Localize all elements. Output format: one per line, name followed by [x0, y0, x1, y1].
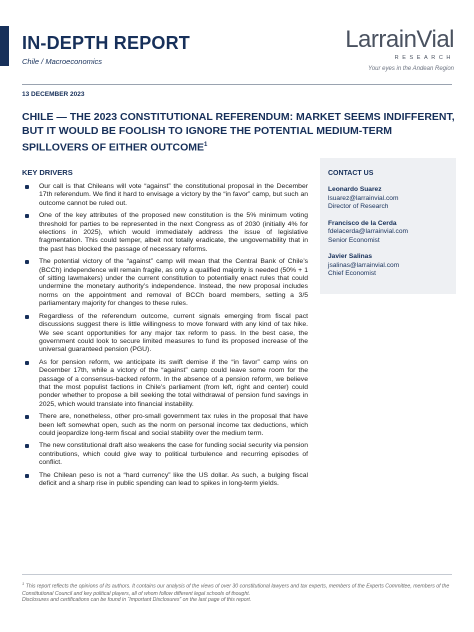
disclosures-note: Disclosures and certifications can be found in “Important Disclosures” on the last page of this report.: [22, 597, 252, 603]
footnote-mark: 1: [22, 581, 25, 586]
contact-email-link[interactable]: jsalinas@larrainvial.com: [328, 261, 400, 269]
key-driver-item: [22, 413, 308, 438]
report-header: [0, 0, 474, 84]
headline-text: CHILE — THE 2023 CONSTITUTIONAL REFERENDUM: MARKET SEEMS INDIFFERENT, BUT IT WOULD BE FOOLISH TO IGNORE THE POTENTIAL MEDIUM-TERM SPILLOVERS OF EITHER OUTCOME: [22, 111, 455, 154]
square-bullet-icon: [25, 214, 29, 218]
footnote-divider: [22, 574, 452, 575]
report-headline: [22, 110, 456, 155]
logo-name: LarrainVial: [345, 26, 454, 53]
key-drivers-list: [22, 183, 308, 492]
key-driver-item: [22, 359, 308, 409]
contact-name: Leonardo Suarez: [328, 186, 382, 193]
key-driver-text: The new constitutional draft also weakens the case for funding social security via pension contributions, which could give way to political turbulence and recurring episodes of conflict.: [39, 442, 308, 467]
key-driver-text: Regardless of the referendum outcome, current signals emerging from fiscal pact discussions suggest there is little willingness to move forward with any kind of tax hike. We see scant opportunities for any major tax reform to pass. In the best case, the government could look to secure limited measures to fund its proposed increase of the universal guaranteed pension (PGU).: [39, 312, 308, 354]
key-driver-item: [22, 313, 308, 355]
logo-research-label: RESEARCH: [394, 55, 454, 61]
contact-role: Chief Economist: [328, 270, 377, 277]
square-bullet-icon: [25, 260, 29, 264]
square-bullet-icon: [25, 185, 29, 189]
key-driver-item: [22, 442, 308, 467]
key-driver-item: [22, 258, 308, 308]
key-driver-item: [22, 183, 308, 208]
report-subtitle: Chile / Macroeconomics: [22, 57, 103, 66]
contact-entry: [328, 186, 452, 212]
footnote-text: This report reflects the opinions of its authors. It contains our analysis of the views of over 30 constitutional lawyers and tax experts, members of the Experts Committee, members of the Constitutional Council and key political players, all of whom follow different legal schools of thought.: [22, 583, 450, 597]
square-bullet-icon: [25, 444, 29, 448]
contact-email-link[interactable]: fdelacerda@larrainvial.com: [328, 228, 408, 235]
contact-email-link[interactable]: lsuarez@larrainvial.com: [328, 194, 399, 202]
key-driver-text: One of the key attributes of the proposed new constitution is the 5% minimum voting threshold for parties to be represented in the next Congress as of 2030 (initially 4% for elections in 2025), which would immediately address the issue of legislative fragmentation. This could temper, albeit not totally eradicate, the ungovernability that in the past has blocked the passage of necessary reforms.: [39, 212, 308, 253]
logo-tagline: Your eyes in the Andean Region: [368, 66, 454, 72]
contact-list: [328, 186, 452, 287]
footnote: [22, 580, 452, 598]
header-accent-bar: [0, 26, 9, 66]
contact-entry: [328, 220, 452, 246]
contact-entry: [328, 253, 452, 279]
contact-role: Senior Economist: [328, 236, 380, 244]
report-title: IN-DEPTH REPORT: [22, 33, 191, 53]
date-divider: [22, 84, 452, 85]
contact-title: CONTACT US: [328, 170, 374, 177]
key-driver-text: As for pension reform, we anticipate its swift demise if the “in favor” camp wins on December 17th, while a victory of the “against” camp could leave some room for the passage of a consensus-backed reform. In the absence of a pension reform, we believe that the most populist factions in Chile’s parliament (from left, right and center) could ponder whether to propose a bill seeking the total withdrawal of pension fund savings in 2025, which would translate into financial instability.: [39, 358, 308, 408]
key-driver-text: Our call is that Chileans will vote “against” the constitutional proposal in the December 17th referendum. We find it hard to envisage a victory by the “in favor” camp, but such an outcome cannot be ruled out.: [39, 183, 308, 207]
contact-name: Francisco de la Cerda: [328, 219, 397, 227]
report-date: 13 DECEMBER 2023: [22, 91, 85, 98]
key-driver-item: [22, 472, 308, 489]
square-bullet-icon: [25, 415, 29, 419]
key-driver-text: There are, nonetheless, other pro-small government tax rules in the proposal that have been left somewhat open, such as the norm on personal income tax deductions, which could jeopardize long-term fiscal and social stability over the medium term.: [39, 413, 308, 437]
contact-role: Director of Research: [328, 203, 389, 210]
square-bullet-icon: [25, 474, 29, 478]
key-driver-item: [22, 212, 308, 254]
square-bullet-icon: [25, 315, 29, 319]
key-driver-text: The Chilean peso is not a “hard currency” like the US dollar. As such, a bulging fiscal deficit and a sharp rise in public spending can lead to spikes in long-term yields.: [39, 471, 308, 487]
key-drivers-title: KEY DRIVERS: [22, 168, 73, 177]
square-bullet-icon: [25, 361, 29, 365]
contact-name: Javier Salinas: [328, 253, 372, 260]
larrainvial-logo: [314, 26, 454, 76]
headline-footnote-mark: 1: [204, 142, 208, 148]
key-driver-text: The potential victory of the “against” camp will mean that the Central Bank of Chile’s (BCCh) independence will remain fragile, as only a qualified majority is needed (50% + 1 of sitting lawmakers) under the current constitution to potentially enact rules that could undermine the monetary authority’s independence. Instead, the new proposal includes norms on the appointment and removal of BCCh board members, setting a 3/5 parliamentary majority for changes to these rules.: [39, 258, 308, 308]
contact-box: [320, 158, 456, 294]
